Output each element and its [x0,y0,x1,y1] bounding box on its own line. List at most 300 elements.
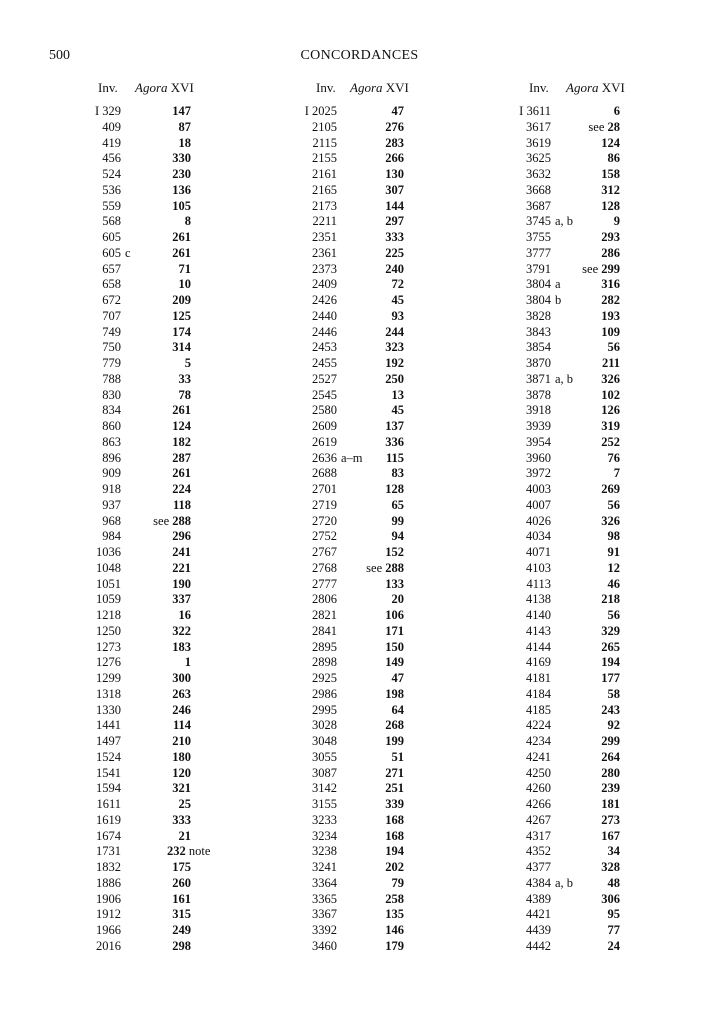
table-row [0,528,719,544]
inventory-number: 1276 [96,655,121,670]
agora-number: 158 [601,167,620,181]
inventory-number: 1036 [96,545,121,559]
agora-number: 34 [607,844,620,859]
agora-reference [588,119,620,135]
inventory-number: I 329 [94,104,121,118]
agora-number: 261 [172,230,191,244]
table-row [0,576,719,592]
agora-number: 98 [607,529,620,544]
table-row [0,119,719,135]
agora-number: 328 [601,860,620,874]
inventory-number: 937 [102,497,121,512]
table-row [0,402,719,418]
inventory-number: 1912 [96,907,121,922]
inventory-number: 4138 [526,592,551,607]
agora-number: 316 [601,277,620,292]
inventory-number: 2440 [312,308,337,323]
inventory-number: 3687 [526,198,551,213]
agora-reference [601,308,620,324]
inventory-number: 1611 [96,797,121,811]
agora-number: 56 [607,340,620,355]
inventory-number: 3843 [526,324,551,339]
agora-number: 109 [601,324,620,339]
inventory-number: 3972 [526,466,551,481]
agora-number: 182 [172,434,191,449]
agora-reference [608,560,621,576]
agora-number: 16 [178,608,191,622]
inventory-number: 4267 [526,812,551,827]
agora-number: 282 [601,293,620,307]
agora-number: 25 [178,797,191,811]
inventory-number: 2527 [312,371,337,386]
agora-reference [601,418,620,434]
agora-number: 24 [607,938,620,953]
agora-reference [601,670,620,686]
agora-reference [601,513,620,529]
agora-number: 168 [385,812,404,827]
inventory-number: 1832 [96,860,121,874]
inventory-number: 2115 [312,135,337,150]
inventory-number: 605 [102,245,121,260]
inventory-number: 3367 [312,907,337,922]
inventory-number: 3854 [526,340,551,355]
table-row [0,607,719,623]
agora-number: 246 [172,702,191,717]
inventory-number: 2719 [312,497,337,512]
agora-number: 147 [172,104,191,118]
agora-number: 299 [601,734,620,748]
table-row [0,513,719,529]
column-header-agora [566,80,625,96]
inventory-number: 3233 [312,812,337,827]
agora-number: 152 [385,545,404,559]
table-row [0,654,719,670]
column-header-agora-italic: Agora [566,80,599,95]
agora-reference [608,843,621,859]
agora-number: 199 [385,734,404,748]
inventory-number: 4185 [526,702,551,717]
inventory-number: 3878 [526,387,551,402]
column-header-agora-italic: Agora [350,80,383,95]
table-row [0,765,719,781]
inventory-number: 4144 [526,639,551,654]
inventory-number: 2895 [312,639,337,654]
agora-reference [608,875,621,891]
agora-number: 45 [391,293,404,307]
inventory-number: 834 [102,403,121,418]
inventory-number: 860 [102,419,121,433]
inventory-number: 2446 [312,324,337,339]
agora-number: 102 [601,387,620,402]
inventory-number: 2580 [312,403,337,418]
inventory-number: 4034 [526,529,551,544]
inventory-number: 788 [102,371,121,386]
inventory-number: 3745 [526,214,551,229]
inventory-number: 4377 [526,860,551,874]
inventory-number: 4026 [526,513,551,528]
agora-number: 263 [172,686,191,701]
inventory-number: 3870 [526,356,551,370]
table-row [0,387,719,403]
agora-number: 171 [385,623,404,638]
inventory-number: I 2025 [304,104,337,118]
table-row [0,812,719,828]
inventory-number: 2767 [312,545,337,559]
agora-number: 128 [385,482,404,496]
agora-reference [614,103,620,119]
see-prefix: see [582,261,602,276]
inventory-number: 3791 [526,261,551,276]
inventory-number: 1059 [96,592,121,607]
agora-number: 287 [172,450,191,465]
table-row [0,371,719,387]
inventory-number: 1906 [96,891,121,906]
table-row [0,875,719,891]
agora-number: 336 [385,434,404,449]
agora-reference [601,749,620,765]
inventory-number: 2995 [312,702,337,717]
inventory-number: 1218 [96,608,121,622]
agora-number: 21 [178,828,191,843]
inventory-number: 4260 [526,781,551,796]
agora-number: 198 [385,686,404,701]
inventory-number: 2211 [312,214,337,229]
inventory-number: 3625 [526,151,551,166]
agora-reference [601,859,620,875]
agora-number: 47 [391,104,404,118]
table-row [0,229,719,245]
inventory-number: 1299 [96,671,121,685]
agora-number: 266 [385,151,404,166]
agora-number: 133 [385,576,404,591]
table-row [0,324,719,340]
inventory-number: 896 [102,450,121,465]
inventory-number: 1674 [96,828,121,843]
agora-number: 167 [601,828,620,843]
inventory-number: 2155 [312,151,337,166]
agora-number: 65 [391,497,404,512]
agora-number: 337 [172,592,191,607]
agora-number: 283 [385,135,404,150]
agora-number: 265 [601,639,620,654]
agora-number: 33 [178,371,191,386]
agora-number: 150 [385,639,404,654]
agora-number: 83 [391,466,404,481]
agora-number: 92 [607,718,620,733]
inventory-number: 2453 [312,340,337,355]
agora-reference [601,434,620,450]
column-header-inv: Inv. [316,80,336,95]
agora-reference [608,150,621,166]
table-row [0,434,719,450]
agora-number: 250 [385,371,404,386]
table-row [0,450,719,466]
table-row [0,938,719,954]
see-prefix: see [366,560,386,575]
agora-number: 161 [172,891,191,906]
agora-reference [601,387,620,403]
agora-reference [614,465,620,481]
table-row [0,497,719,513]
agora-reference [601,796,620,812]
inventory-number: 3828 [526,308,551,323]
inventory-number: 3142 [312,781,337,796]
inventory-number: 2636 [312,450,337,465]
agora-reference [601,733,620,749]
agora-number: 64 [391,702,404,717]
agora-number: 71 [178,261,191,276]
inventory-number: I 3611 [519,104,551,118]
inventory-number: 4113 [526,576,551,591]
agora-number: 240 [385,261,404,276]
agora-number: 190 [172,576,191,591]
inventory-number: 4234 [526,734,551,748]
inventory-suffix: a, b [555,214,574,229]
inventory-number: 3960 [526,450,551,465]
agora-number: 126 [601,403,620,418]
agora-reference [602,355,620,371]
inventory-number: 3055 [312,749,337,764]
agora-number: 93 [391,308,404,323]
inventory-number: 3804 [526,293,551,307]
agora-number: 333 [385,230,404,244]
table-row [0,245,719,261]
agora-number: 18 [178,135,191,150]
agora-number: 300 [172,671,191,685]
inventory-number: 3939 [526,419,551,433]
inventory-number: 2841 [312,623,337,638]
table-row [0,355,719,371]
inventory-number: 3392 [312,923,337,937]
agora-number: 330 [172,151,191,166]
inventory-suffix: b [555,293,562,307]
agora-number: 252 [601,434,620,449]
inventory-number: 4181 [526,671,551,685]
agora-number: 77 [607,923,620,937]
inventory-number: 3632 [526,167,551,181]
agora-number: 20 [391,592,404,607]
inventory-number: 2777 [312,576,337,591]
agora-number: 261 [172,403,191,418]
agora-number: 323 [385,340,404,355]
inventory-number: 2688 [312,466,337,481]
agora-number: 118 [172,497,191,512]
agora-number: 239 [601,781,620,796]
agora-number: 130 [385,167,404,181]
inventory-number: 2619 [312,434,337,449]
agora-reference [601,182,620,198]
agora-number: 224 [172,482,191,496]
agora-number: 276 [385,119,404,134]
inventory-number: 1497 [96,734,121,748]
inventory-number: 568 [102,214,121,229]
inventory-number: 3241 [312,860,337,874]
inventory-suffix: a [555,277,561,292]
agora-number: 46 [607,576,620,591]
inventory-number: 2925 [312,671,337,685]
inventory-number: 1318 [96,686,121,701]
table-row [0,292,719,308]
agora-number: 5 [184,356,191,370]
table-row [0,150,719,166]
inventory-number: 3028 [312,718,337,733]
inventory-number: 3668 [526,182,551,197]
agora-number: 106 [385,608,404,622]
inventory-number: 2701 [312,482,337,496]
table-row [0,418,719,434]
table-row [0,922,719,938]
inventory-number: 4352 [526,844,551,859]
agora-number: 299 [601,261,620,276]
agora-number: 115 [385,450,404,465]
column-header-agora-italic: Agora [135,80,168,95]
table-row [0,276,719,292]
agora-number: 258 [385,891,404,906]
agora-number: 78 [178,387,191,402]
inventory-number: 3918 [526,403,551,418]
agora-number: 261 [172,245,191,260]
agora-reference [601,229,620,245]
inventory-number: 4266 [526,797,551,811]
agora-number: 322 [172,623,191,638]
column-header-agora-volume: XVI [598,80,625,95]
inventory-number: 2545 [312,387,337,402]
agora-number: 105 [172,198,191,213]
agora-number: 76 [607,450,620,465]
inventory-suffix: c [125,245,131,260]
agora-number: 314 [172,340,191,355]
inventory-number: 2752 [312,529,337,544]
page-number: 500 [49,48,70,63]
agora-number: 94 [391,529,404,544]
column-header-agora [135,80,194,96]
agora-number: 261 [172,466,191,481]
inventory-number: 3048 [312,734,337,748]
column-header-agora-volume: XVI [167,80,194,95]
see-prefix: see [588,119,608,134]
table-row [0,670,719,686]
agora-number: 241 [172,545,191,559]
agora-number: 333 [172,812,191,827]
agora-reference [601,702,620,718]
agora-number: 293 [601,230,620,244]
agora-reference [608,450,621,466]
inventory-number: 3460 [312,938,337,953]
agora-reference [608,686,621,702]
table-row [0,591,719,607]
inventory-number: 1441 [96,718,121,733]
table-row [0,796,719,812]
agora-number: 193 [601,308,620,323]
agora-number: 124 [172,419,191,433]
agora-number: 297 [385,214,404,229]
agora-number: 221 [172,560,191,575]
agora-number: 326 [601,371,620,386]
inventory-number: 4421 [526,907,551,922]
agora-reference [601,135,620,151]
agora-reference [601,292,620,308]
agora-number: 296 [172,529,191,544]
agora-number: 192 [385,356,404,370]
inventory-number: 4003 [526,482,551,496]
inventory-number: 2173 [312,198,337,213]
inventory-number: 3804 [526,277,551,292]
agora-number: 99 [391,513,404,528]
inventory-number: 4317 [526,828,551,843]
inventory-number: 4439 [526,923,551,937]
inventory-number: 2016 [96,938,121,953]
inventory-number: 909 [102,466,121,481]
table-row [0,135,719,151]
table-row [0,103,719,119]
agora-reference [601,198,620,214]
inventory-number: 1330 [96,702,121,717]
table-row [0,749,719,765]
inventory-number: 3238 [312,844,337,859]
inventory-number: 2609 [312,419,337,433]
inventory-suffix: a–m [341,450,363,465]
agora-reference [601,891,620,907]
agora-reference [608,544,621,560]
agora-reference [601,276,620,292]
agora-number: 209 [172,293,191,307]
agora-reference [601,402,620,418]
agora-number: 273 [601,812,620,827]
inventory-number: 2351 [312,230,337,244]
agora-number: 28 [607,119,620,134]
inventory-number: 1541 [96,765,121,780]
agora-number: 180 [172,749,191,764]
agora-number: 181 [601,797,620,811]
inventory-number: 918 [102,482,121,496]
agora-reference [601,623,620,639]
agora-number: 7 [613,466,620,481]
table-row [0,560,719,576]
agora-number: 269 [601,482,620,496]
table-row [0,481,719,497]
agora-reference [601,780,620,796]
table-row [0,182,719,198]
agora-reference [608,938,621,954]
agora-reference [608,497,621,513]
agora-number: 268 [385,718,404,733]
see-prefix: see [153,513,173,528]
agora-number: 56 [607,608,620,622]
inventory-number: 2105 [312,119,337,134]
table-row [0,891,719,907]
agora-number: 210 [172,734,191,748]
inventory-number: 3755 [526,230,551,244]
table-row [0,465,719,481]
agora-number: 232 [167,844,186,859]
inventory-number: 4241 [526,749,551,764]
table-row [0,623,719,639]
agora-number: 175 [172,860,191,874]
inventory-number: 4140 [526,608,551,622]
inventory-number: 2768 [312,560,337,575]
agora-number: 183 [172,639,191,654]
inventory-number: 672 [102,293,121,307]
inventory-number: 3087 [312,765,337,780]
inventory-number: 1250 [96,623,121,638]
table-row [0,733,719,749]
agora-number: 124 [601,135,620,150]
agora-number: 91 [607,545,620,559]
agora-number: 114 [172,718,191,733]
agora-reference [608,528,621,544]
table-row [0,828,719,844]
agora-number: 264 [601,749,620,764]
